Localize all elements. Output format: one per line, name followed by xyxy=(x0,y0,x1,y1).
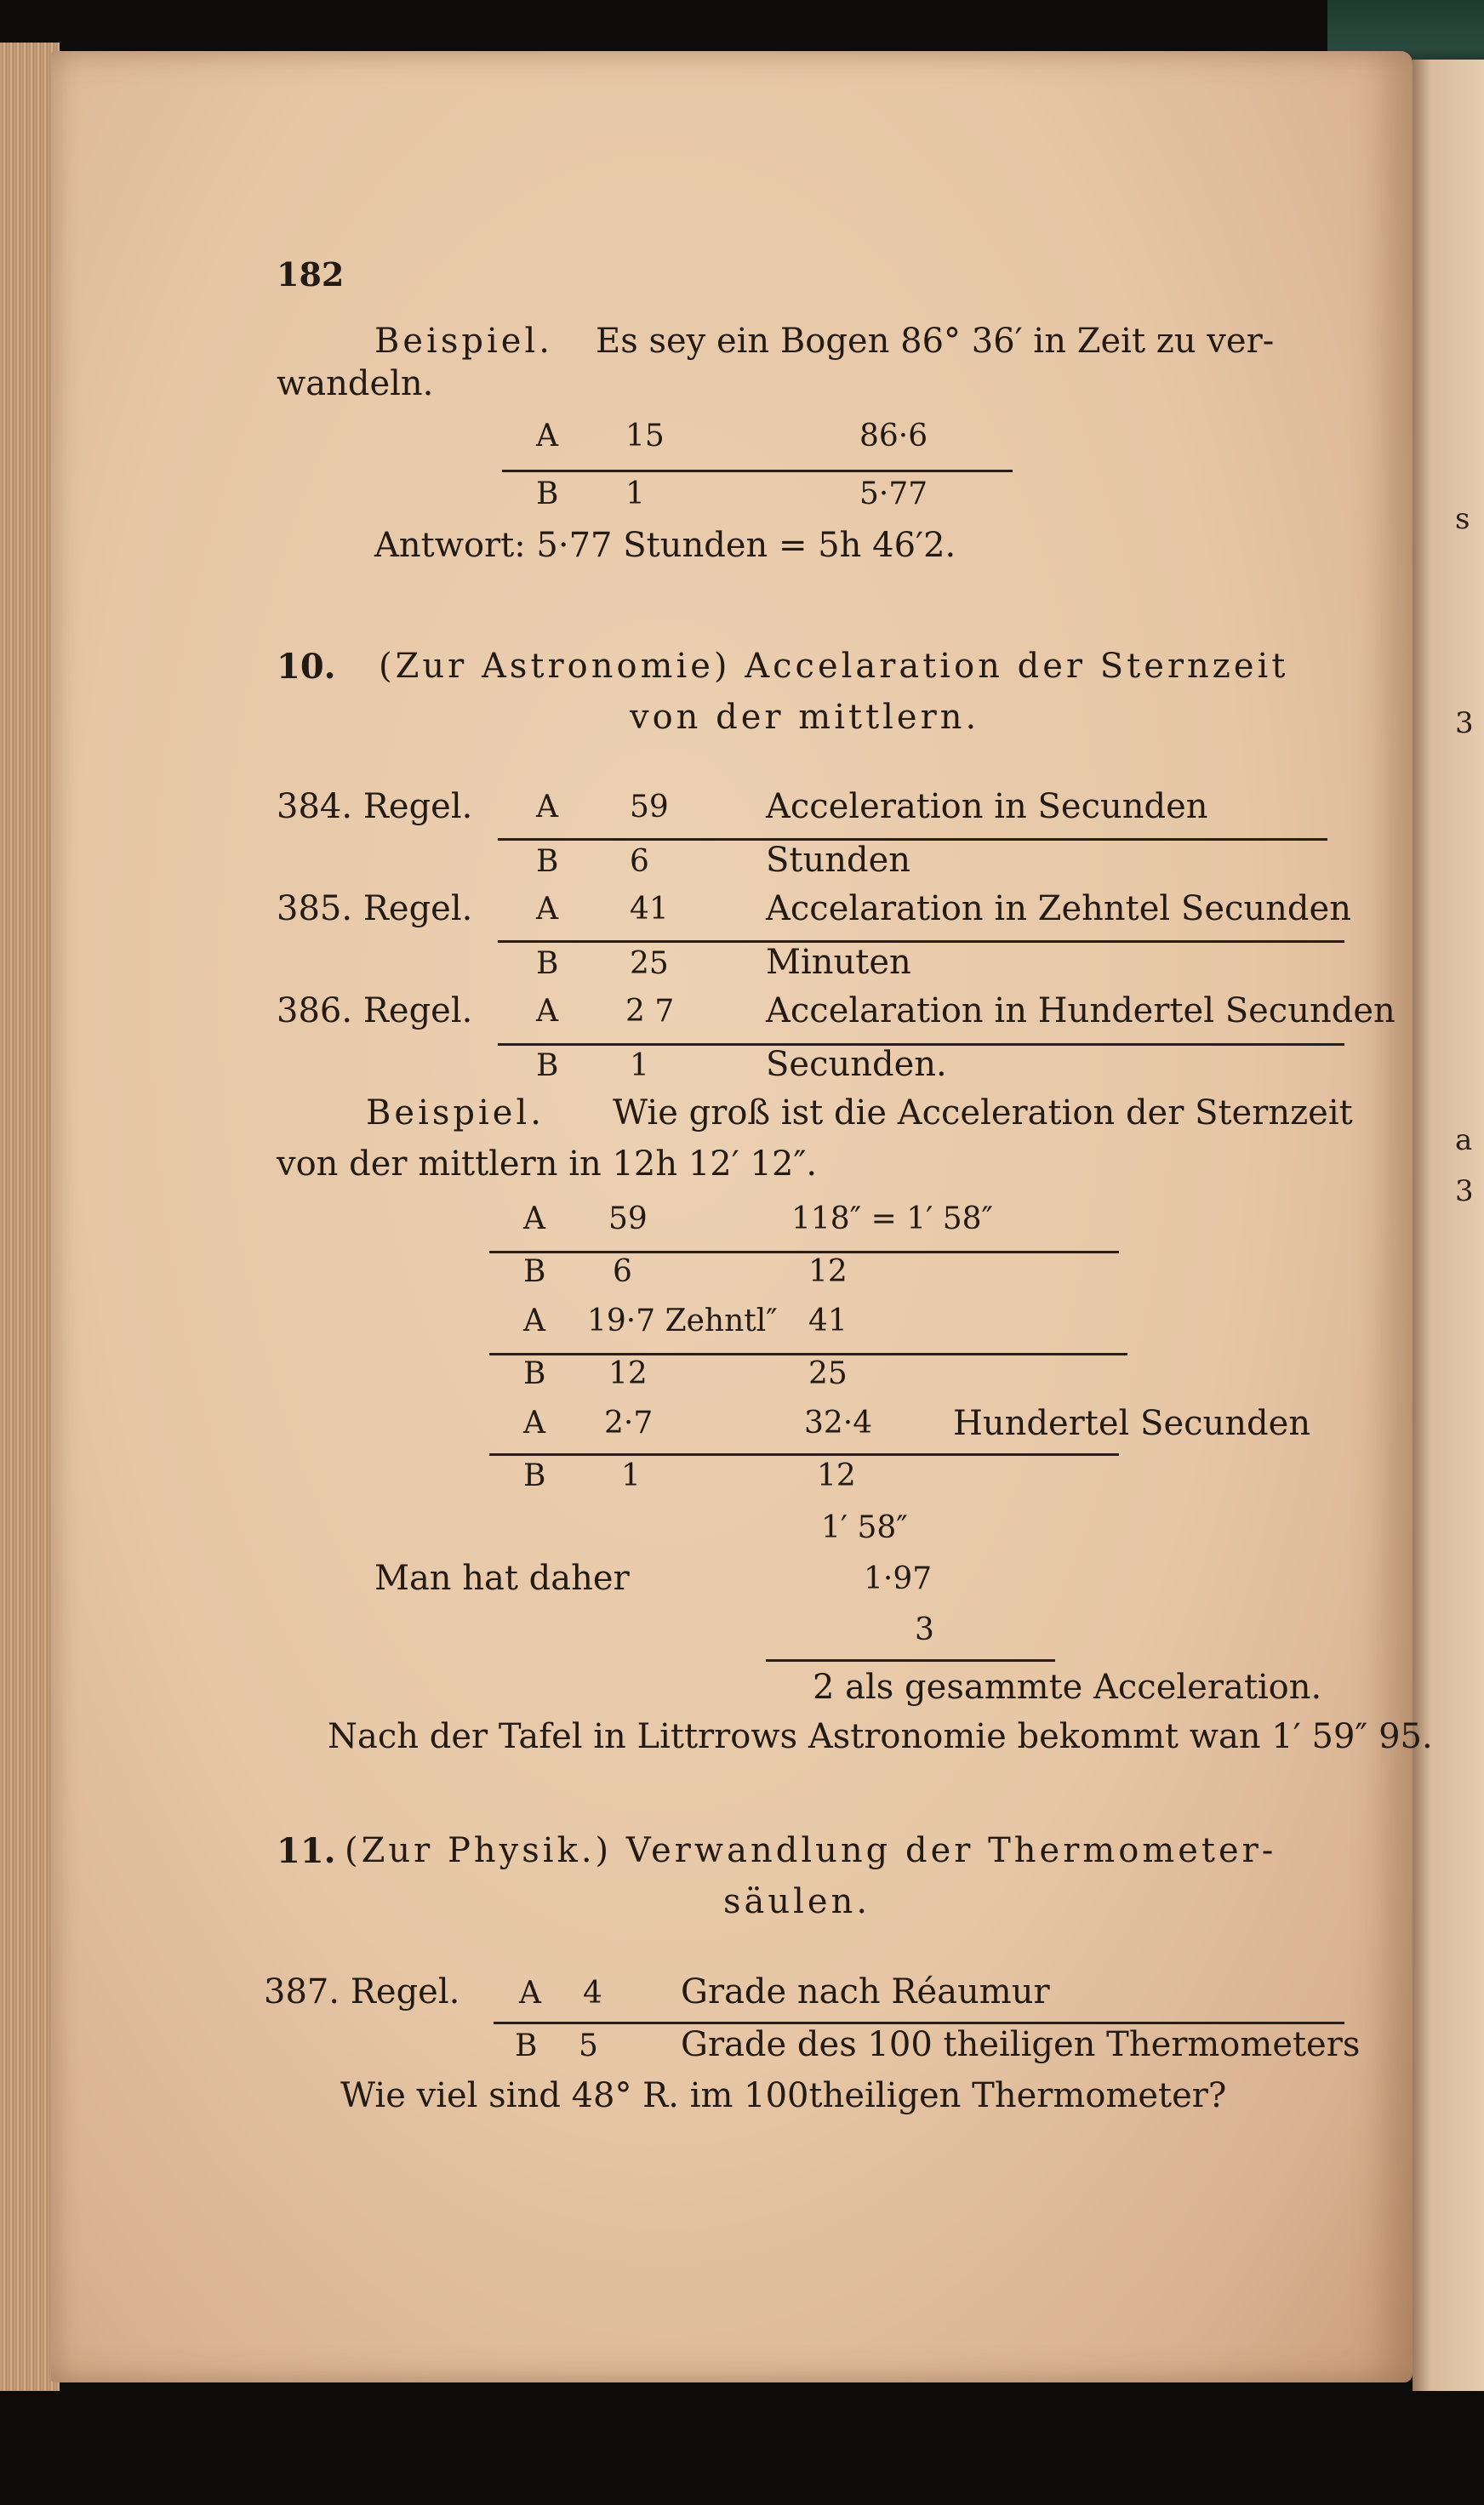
sum-label: Man hat daher xyxy=(374,1559,630,1598)
next-page-fragment: 3 xyxy=(1455,1174,1474,1208)
scale-label: A xyxy=(536,994,558,1029)
scale-label: A xyxy=(536,892,558,927)
next-page-strip xyxy=(1413,60,1484,2391)
section-number: 11. xyxy=(277,1831,336,1871)
next-page-fragment: a xyxy=(1455,1123,1473,1157)
section-number: 10. xyxy=(277,647,336,687)
scale-label: A xyxy=(519,1976,541,2011)
scale-value: 4 xyxy=(583,1976,602,2011)
scale-value: 25 xyxy=(808,1356,848,1391)
scale-value: 12 xyxy=(808,1254,848,1289)
page-number: 182 xyxy=(277,255,345,294)
scale-description: Accelaration in Zehntel Secunden xyxy=(766,889,1351,928)
example-text-line: wandeln. xyxy=(277,364,434,403)
question-line: Wie viel sind 48° R. im 100theiligen Thermometer? xyxy=(340,2076,1227,2115)
scale-label: B xyxy=(523,1458,546,1493)
scale-label: A xyxy=(523,1406,545,1441)
scale-description: Acceleration in Secunden xyxy=(766,787,1208,826)
scale-label: B xyxy=(536,1048,559,1083)
scale-label: B xyxy=(536,844,559,879)
scale-label: B xyxy=(536,946,559,981)
scale-value: 15 xyxy=(625,419,665,454)
scale-value: 86·6 xyxy=(859,419,928,454)
scale-value: 118″ = 1′ 58″ xyxy=(791,1201,993,1236)
sum-rule xyxy=(766,1659,1055,1662)
scale-description: Minuten xyxy=(766,943,911,982)
scale-description: Stunden xyxy=(766,841,911,880)
example-heading: Beispiel. xyxy=(366,1093,545,1133)
scale-description: Grade nach Réaumur xyxy=(681,1972,1050,2011)
scale-value: 2 7 xyxy=(625,994,675,1029)
rule-label: 384. Regel. xyxy=(277,787,473,826)
scale-description: Secunden. xyxy=(766,1045,947,1084)
scale-value: 1 xyxy=(621,1458,641,1493)
scale-value: 5 xyxy=(579,2029,598,2063)
table-rule xyxy=(494,2022,1344,2024)
scale-value: 6 xyxy=(630,844,649,879)
total-line: 2 als gesammte Acceleration. xyxy=(813,1668,1322,1707)
scale-description: Accelaration in Hundertel Secunden xyxy=(766,991,1396,1030)
scale-description: Hundertel Secunden xyxy=(953,1404,1311,1443)
section-title: von der mittlern. xyxy=(630,698,980,737)
table-rule xyxy=(489,1251,1119,1253)
scale-value: 1 xyxy=(625,476,645,511)
table-rule xyxy=(498,838,1327,841)
sum-value: 1′ 58″ xyxy=(821,1510,908,1545)
sum-value: 3 xyxy=(915,1612,934,1647)
table-rule xyxy=(498,940,1344,943)
scale-value: 32·4 xyxy=(804,1406,873,1441)
scale-label: B xyxy=(536,476,559,511)
next-page-fragment: 3 xyxy=(1455,706,1474,740)
scale-value: 12 xyxy=(817,1458,856,1493)
scale-value: 2·7 xyxy=(604,1406,654,1441)
scale-value: 59 xyxy=(608,1201,648,1236)
scale-label: B xyxy=(523,1254,546,1289)
scale-label: A xyxy=(536,790,558,825)
table-rule xyxy=(489,1353,1127,1355)
scale-value: 1 xyxy=(630,1048,649,1083)
scale-label: A xyxy=(523,1201,545,1236)
rule-label: 386. Regel. xyxy=(277,991,473,1030)
example-text-line: Es sey ein Bogen 86° 36′ in Zeit zu ver- xyxy=(596,322,1275,361)
scale-value: 19·7 Zehntl″ xyxy=(587,1304,778,1338)
table-rule xyxy=(502,470,1013,472)
scale-value: 12 xyxy=(608,1356,648,1391)
scale-label: B xyxy=(523,1356,546,1391)
scale-value: 5·77 xyxy=(859,476,928,511)
answer-line: Antwort: 5·77 Stunden = 5h 46′2. xyxy=(374,526,956,565)
rule-label: 387. Regel. xyxy=(264,1972,460,2011)
scale-description: Grade des 100 theiligen Thermometers xyxy=(681,2025,1361,2064)
scale-value: 6 xyxy=(613,1254,632,1289)
sum-value: 1·97 xyxy=(864,1561,933,1596)
scale-label: A xyxy=(523,1304,545,1338)
table-rule xyxy=(489,1453,1119,1456)
section-title: (Zur Astronomie) Accelaration der Sternzeit xyxy=(379,647,1289,686)
scale-value: 41 xyxy=(630,892,669,927)
example-text-line: Wie groß ist die Acceleration der Sternzeit xyxy=(613,1093,1353,1133)
section-title: säulen. xyxy=(723,1882,871,1921)
scale-label: B xyxy=(515,2029,538,2063)
section-title: (Zur Physik.) Verwandlung der Thermometer- xyxy=(345,1831,1277,1870)
scale-label: A xyxy=(536,419,558,454)
scale-value: 41 xyxy=(808,1304,848,1338)
rule-label: 385. Regel. xyxy=(277,889,473,928)
scale-value: 25 xyxy=(630,946,669,981)
scale-value: 59 xyxy=(630,790,669,825)
example-text-line: von der mittlern in 12h 12′ 12″. xyxy=(277,1144,818,1184)
example-heading: Beispiel. xyxy=(374,322,553,361)
note-line: Nach der Tafel in Littrrows Astronomie bekommt wan 1′ 59″ 95. xyxy=(328,1717,1433,1756)
next-page-fragment: s xyxy=(1455,502,1470,536)
